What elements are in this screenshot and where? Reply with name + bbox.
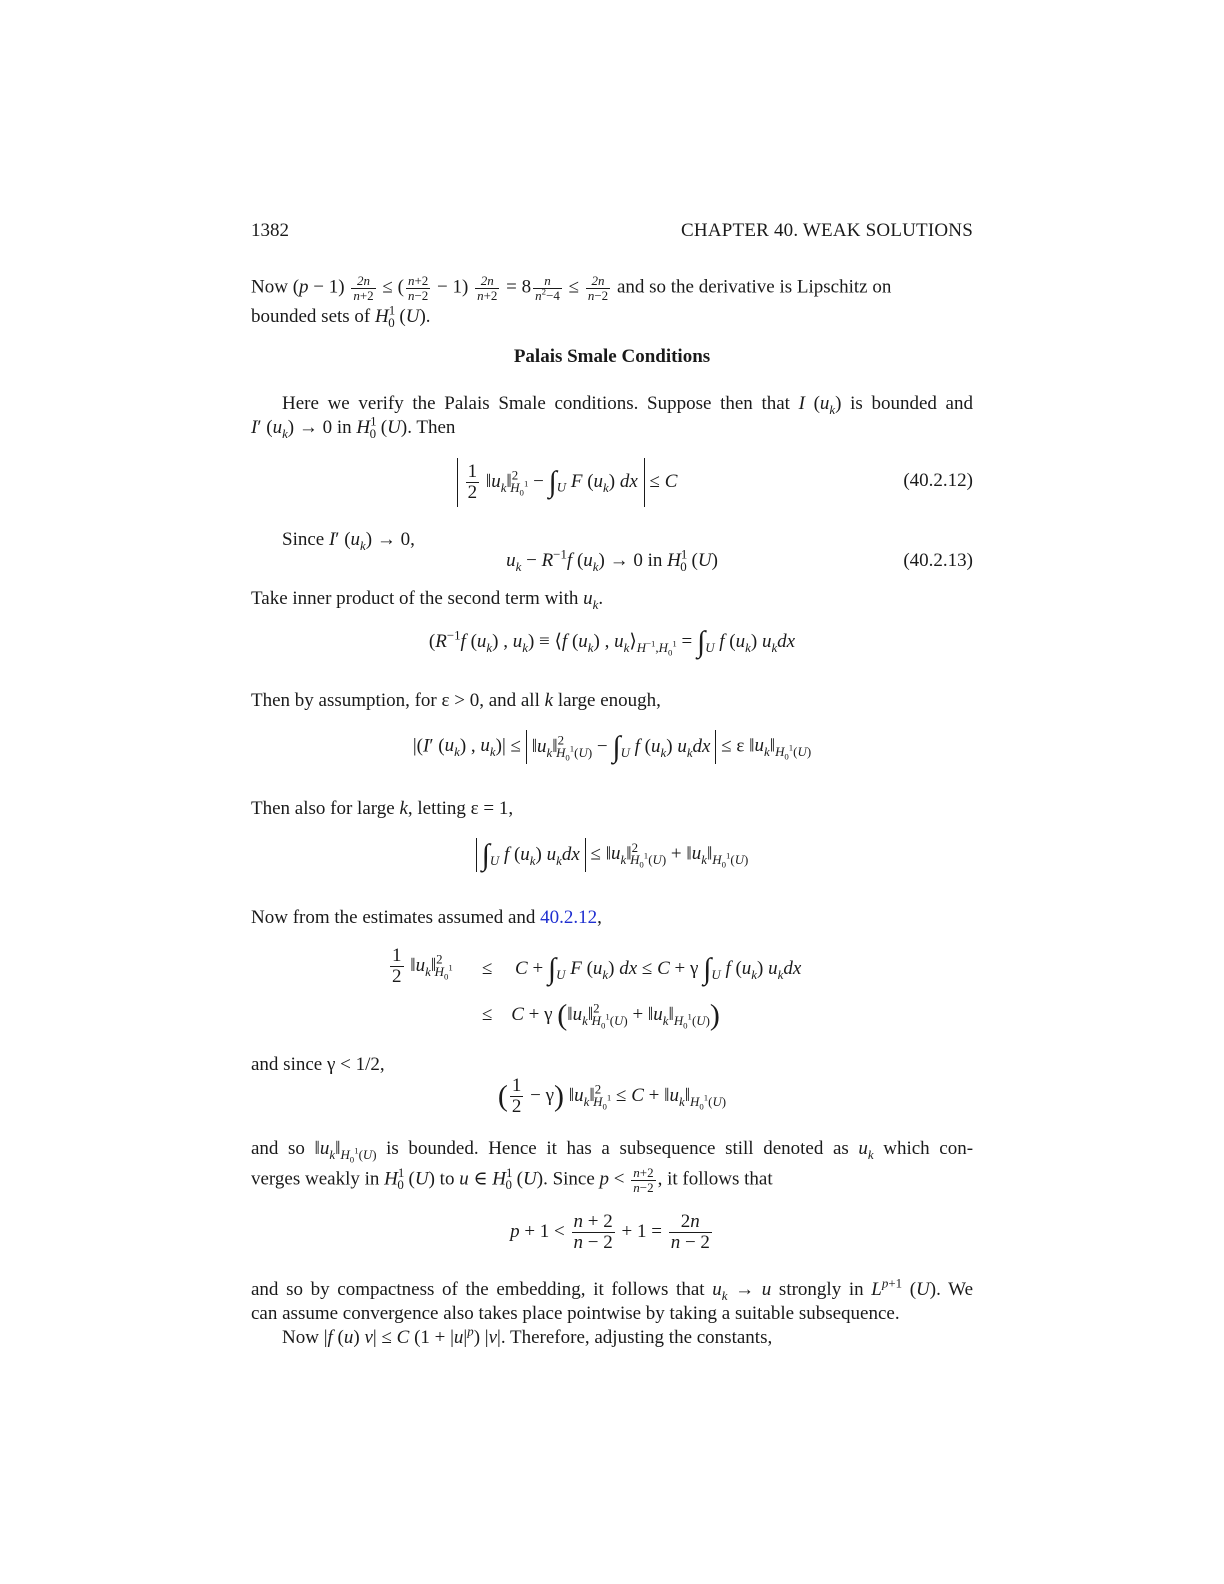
equation-gamma: ( $\frac{1}{2}$ − γ) $‖u_k‖^2_{H_0^1} \le C$ + $‖u_k‖_{H_0^1(U)}$ (497, 1075, 727, 1117)
equation-40-2-12: $\frac{1}{2}$ $‖u_k‖^2_{H_0^1} - \int_U$ F $(u_k)$ dx ≤ C (251, 458, 973, 507)
equation-epsilon: |(I′ $(u_k)$ , $u_k)|$ ≤ $‖u_k‖^2_{H_0^1(U)} - \int_U$ f $(u_k) u_kdx \le \varepsilon$ $‖u_k‖_{H_0^1(U)}$ (412, 730, 812, 764)
chapter-title: CHAPTER 40. WEAK SOLUTIONS (681, 220, 973, 241)
compact-line2: can assume convergence also takes place pointwise by taking a suitable subsequence. (251, 1303, 900, 1324)
bounded-line: and so $‖u_k‖_{H_0^1(U)}$ is bounded. Hence it has a subsequence still denoted as $u_k$ which con- (251, 1138, 974, 1165)
para1-line1: Now (p − 1) $\frac{2n}{n+2}$ ≤ ( $\frac{n+2}{n-2}$ − 1) $\frac{2n}{n+2}$ = 8 $\frac{n}{n^2-4}$ ≤ $\frac{2n}{n-2}$ and so the derivative is Lipschitz on (251, 273, 892, 303)
page-number: 1382 (251, 220, 289, 241)
then-assumption-line: Then by assumption, for ε > 0, and all k large enough, (251, 690, 661, 711)
section-heading: Palais Smale Conditions (513, 346, 711, 367)
eq-label-40-2-13: (40.2.13) (903, 550, 973, 571)
now-from-line: Now from the estimates assumed and 40.2.12, (251, 907, 602, 928)
equation-bound: $\int_U$ f $(u_k) u_kdx$ ≤ $‖u_k‖^2_{H_0^1(U)}$ + $‖u_k‖_{H_0^1(U)}$ (251, 838, 973, 872)
para1-line2: bounded sets of $H^1_0$ (U). (251, 302, 431, 330)
equation-p-plus-one: p + 1 < $\frac{n + 2}{n - 2}$ + 1 = $\frac{2n}{n - 2}$ (510, 1211, 710, 1253)
aligned-eq-line2: ≤ C + γ ($‖u_k‖^2_{H_0^1(U)}$ + $‖u_k‖_{H_0^1(U)}$) (482, 998, 720, 1032)
eq-label-40-2-12: (40.2.12) (903, 470, 973, 491)
equation-inner-product: ($R^{-1}f$ $(u_k)$ , $u_k$) ≡ ⟨f $(u_k)$ , $u_k⟩_{H^{-1},H_0^1} = \int_U$ f $(u_k)$ $u_kdx$ (428, 625, 796, 659)
verges-line: verges weakly in $H^1_0$ (U) to u ∈ $H^1_0$ (U). Since p < $\frac{n+2}{n-2}$ , it follows that (251, 1165, 773, 1195)
take-inner-line: Take inner product of the second term with $u_k$. (251, 588, 604, 612)
para2-line2: I′ $(u_k) \to 0$ in $H^1_0$ (U). Then (251, 413, 456, 441)
last-line: Now |f (u) v| ≤ C $(1 + |u|^p)$ |v|. Therefore, adjusting the constants, (282, 1323, 773, 1348)
compact-line1: and so by compactness of the embedding, it follows that $u_k \to u$ strongly in $L^{p+1}$ (U). We (251, 1275, 974, 1303)
equation-reference-link[interactable]: 40.2.12 (540, 907, 598, 928)
running-header (251, 220, 973, 246)
para2-line1: Here we verify the Palais Smale conditions. Suppose then that I $(u_k)$ is bounded and (282, 393, 973, 417)
equation-40-2-13: $u_k - R^{-1}f$ $(u_k) \to 0$ in $H^1_0$ (U) (506, 546, 718, 574)
since-line: Since I′ $(u_k) \to 0$, (282, 529, 415, 553)
aligned-eq-line1: $\frac{1}{2}$ $‖u_k‖^2_{H_0^1}$ ≤ $C + \int_U$ F $(u_k)$ dx ≤ C + γ $\int_U$ f $(u_k)$ $u_kdx$ (392, 945, 802, 987)
then-also-line: Then also for large k, letting ε = 1, (251, 798, 514, 819)
and-since-line: and since γ < 1/2, (251, 1054, 385, 1075)
